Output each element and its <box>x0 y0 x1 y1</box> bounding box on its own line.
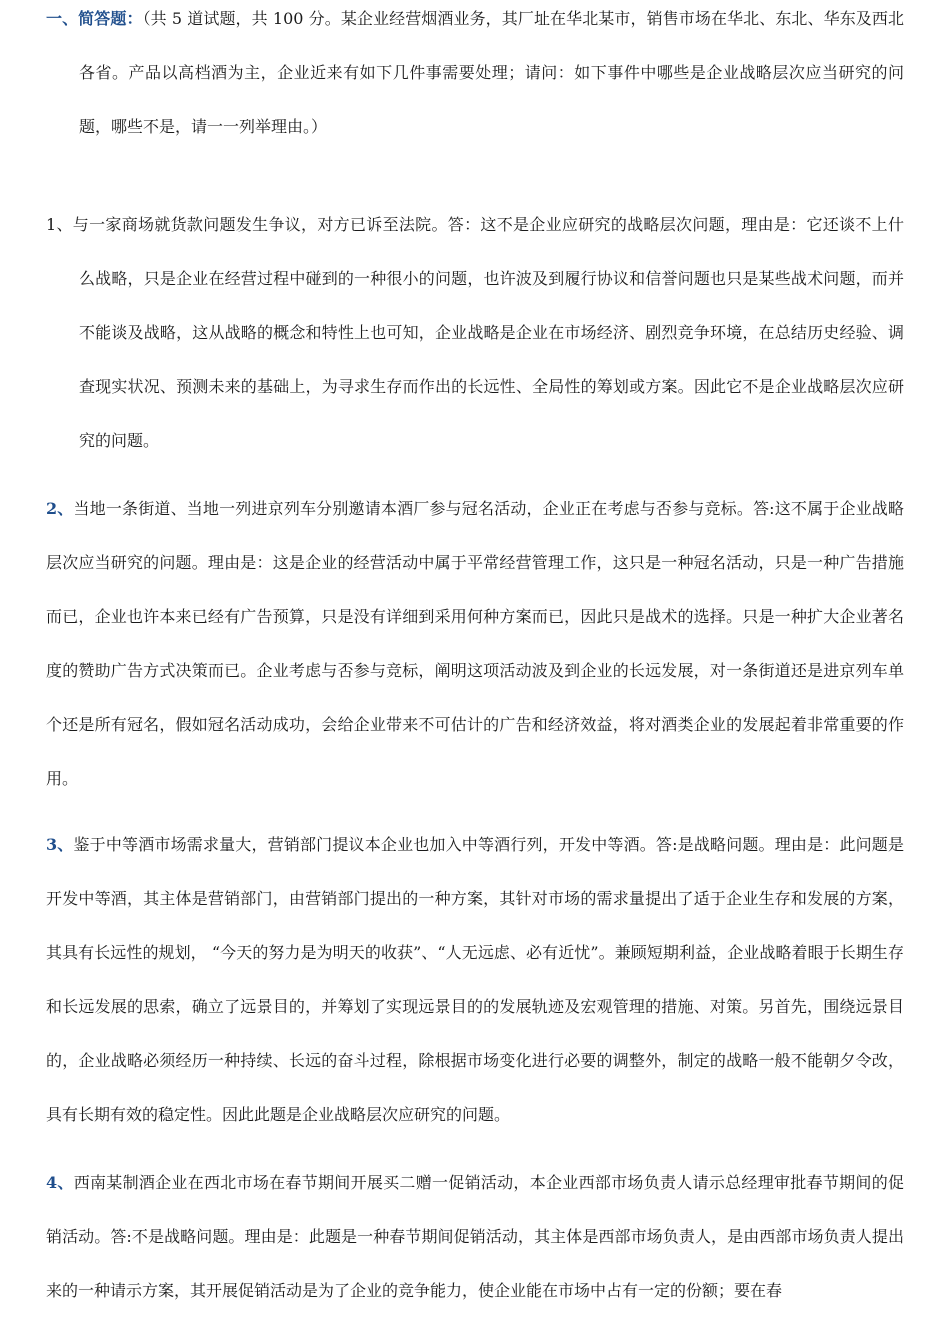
question-1-text: 与一家商场就货款问题发生争议，对方已诉至法院。答：这不是企业应研究的战略层次问题，理由是：它还谈不上什么战略，只是企业在经营过程中碰到的一种很小的问题，也许波及到履行协议和信誉问题也只是某些战术问题，而并不能谈及战略，这从战略的概念和特性上也可知，企业战略是企业在市场经济、剧烈竞争环境，在总结历史经验、调查现实状况、预测未来的基础上，为寻求生存而作出的长远性、全局性的筹划或方案。因此它不是企业战略层次应研究的问题。 <box>72 215 904 450</box>
question-3 <box>46 818 904 1142</box>
question-2-text: 当地一条街道、当地一列进京列车分别邀请本酒厂参与冠名活动，企业正在考虑与否参与竞标。答:这不属于企业战略层次应当研究的问题。理由是：这是企业的经营活动中属于平常经营管理工作，这只是一种冠名活动，只是一种广告措施而已，企业也许本来已经有广告预算，只是没有详细到采用何种方案而已，因此只是战术的选择。只是一种扩大企业著名度的赞助广告方式决策而已。企业考虑与否参与竞标，阐明这项活动波及到企业的长远发展，对一条街道还是进京列车单个还是所有冠名，假如冠名活动成功，会给企业带来不可估计的广告和经济效益，将对酒类企业的发展起着非常重要的作用。 <box>46 499 904 788</box>
question-1-number: 1、 <box>46 215 73 234</box>
question-2-number: 2、 <box>46 499 74 518</box>
question-4-number: 4、 <box>46 1173 74 1192</box>
section-intro <box>46 0 904 154</box>
question-4 <box>46 1156 904 1318</box>
question-3-number: 3、 <box>46 835 74 854</box>
question-4-text: 西南某制酒企业在西北市场在春节期间开展买二赠一促销活动，本企业西部市场负责人请示总经理审批春节期间的促销活动。答:不是战略问题。理由是：此题是一种春节期间促销活动，其主体是西部市场负责人，是由西部市场负责人提出来的一种请示方案，其开展促销活动是为了企业的竞争能力，使企业能在市场中占有一定的份额；要在春 <box>46 1173 904 1300</box>
section-intro-text: （共 5 道试题，共 100 分。某企业经营烟酒业务，其厂址在华北某市，销售市场在华北、东北、华东及西北各省。产品以高档酒为主，企业近来有如下几件事需要处理；请问：如下事件中哪些是企业战略层次应当研究的问题，哪些不是，请一一列举理由。） <box>79 9 904 136</box>
question-3-text: 鉴于中等酒市场需求量大，营销部门提议本企业也加入中等酒行列，开发中等酒。答:是战略问题。理由是：此问题是开发中等酒，其主体是营销部门，由营销部门提出的一种方案，其针对市场的需求量提出了适于企业生存和发展的方案，其具有长远性的规划， “今天的努力是为明天的收获”、“人无远虑、必有近忧”。兼顾短期利益，企业战略着眼于长期生存和长远发展的思索，确立了远景目的，并筹划了实现远景目的的发展轨迹及宏观管理的措施、对策。另首先，围绕远景目的，企业战略必须经历一种持续、长远的奋斗过程，除根据市场变化进行必要的调整外，制定的战略一般不能朝夕令改，具有长期有效的稳定性。因此此题是企业战略层次应研究的问题。 <box>46 835 904 1124</box>
question-1 <box>46 198 904 468</box>
section-heading: 一、简答题： <box>46 9 143 28</box>
question-2 <box>46 482 904 806</box>
